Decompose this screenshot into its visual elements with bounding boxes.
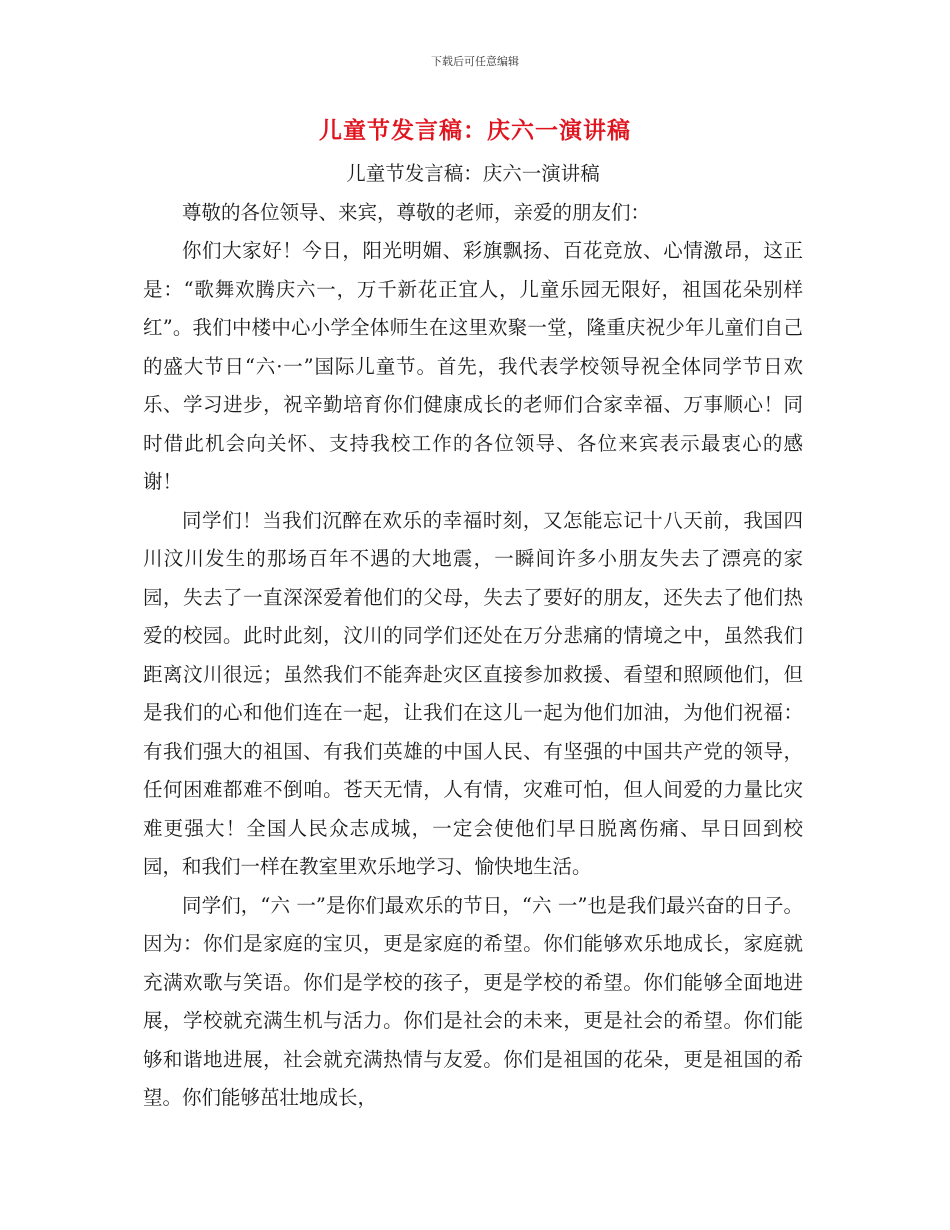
paragraph: 同学们！当我们沉醉在欢乐的幸福时刻，又怎能忘记十八天前，我国四川汶川发生的那场百年不遇的大地震，一瞬间许多小朋友失去了漂亮的家园，失去了一直深深爱着他们的父母，失去了要好的朋友，还失去了他们热爱的校园。此时此刻，汶川的同学们还处在万分悲痛的情境之中，虽然我们距离汶川很远；虽然我们不能奔赴灾区直接参加救援、看望和照顾他们，但是我们的心和他们连在一起，让我们在这儿一起为他们加油，为他们祝福：有我们强大的祖国、有我们英雄的中国人民、有坚强的中国共产党的领导，任何困难都难不倒咱。苍天无情，人有情，灾难可怕，但人间爱的力量比灾难更强大！全国人民众志成城，一定会使他们早日脱离伤痛、早日回到校园，和我们一样在教室里欢乐地学习、愉快地生活。 (143, 508, 803, 878)
document-subtitle: 儿童节发言稿：庆六一演讲稿 (346, 162, 600, 185)
salutation: 尊敬的各位领导、来宾，尊敬的老师，亲爱的朋友们： (182, 200, 651, 224)
paragraph: 同学们，“六 一”是你们最欢乐的节日，“六 一”也是我们最兴奋的日子。因为：你们是家庭的宝贝，更是家庭的希望。你们能够欢乐地成长，家庭就充满欢歌与笑语。你们是学校的孩子，更是学校的希望。你们能够全面地进展，学校就充满生机与活力。你们是社会的未来，更是社会的希望。你们能够和谐地进展，社会就充满热情与友爱。你们是祖国的花朵，更是祖国的希望。你们能够茁壮地成长， (143, 893, 803, 1109)
document-body (143, 155, 803, 1118)
document-title: 儿童节发言稿：庆六一演讲稿 (319, 118, 631, 144)
header-note: 下载后可任意编辑 (431, 55, 519, 68)
paragraph: 你们大家好！今日，阳光明媚、彩旗飘扬、百花竞放、心情激昂，这正是：“歌舞欢腾庆六一，万千新花正宜人，儿童乐园无限好，祖国花朵别样红”。我们中楼中心小学全体师生在这里欢聚一堂，隆重庆祝少年儿童们自己的盛大节日“六·一”国际儿童节。首先，我代表学校领导祝全体同学节日欢乐、学习进步，祝辛勤培育你们健康成长的老师们合家幸福、万事顺心！同时借此机会向关怀、支持我校工作的各位领导、各位来宾表示最衷心的感谢！ (143, 239, 803, 493)
